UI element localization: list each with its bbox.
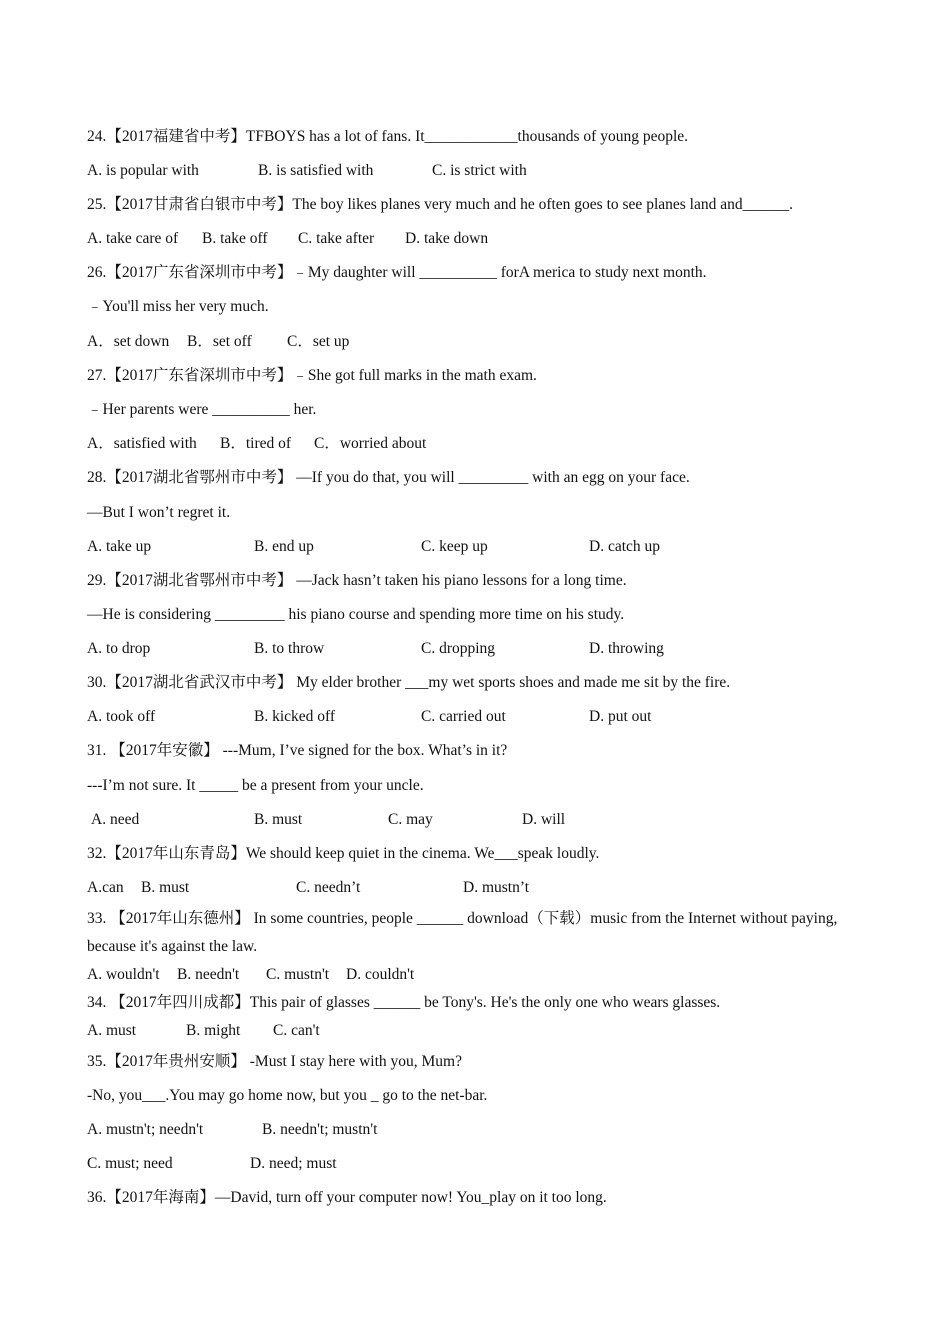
question-29-option-c: C. dropping (421, 640, 496, 657)
question-35-option-d: D. need; must (250, 1155, 337, 1172)
question-29-option-d: D. throwing (589, 640, 664, 657)
question-32-stem: 32.【2017年山东青岛】We should keep quiet in the cinema. We___speak loudly. (87, 845, 600, 862)
question-24-option-c: C. is strict with (432, 162, 527, 179)
question-25-option-d: D. take down (405, 230, 489, 247)
question-30-option-b: B. kicked off (254, 708, 336, 725)
question-33-stem: 33. 【2017年山东德州】 In some countries, people ______ download（下载）music from the Internet without paying, because it's against the law. (87, 910, 838, 955)
question-31-option-c: C. may (388, 811, 433, 828)
question-24-stem: 24.【2017福建省中考】TFBOYS has a lot of fans. It____________thousands of young people. (87, 128, 689, 145)
question-27-stem: 27.【2017广东省深圳市中考】﹣She got full marks in the math exam. (87, 367, 537, 384)
question-29-option-b: B. to throw (254, 640, 325, 657)
question-25-option-b: B. take off (202, 230, 268, 247)
question-33-option-a: A. wouldn't (87, 966, 160, 983)
question-26-option-a: A．set down (87, 333, 170, 350)
question-26-stem: 26.【2017广东省深圳市中考】﹣My daughter will __________ forA merica to study next month. (87, 264, 707, 281)
question-32-option-d: D. mustn’t (463, 879, 530, 896)
question-35-stem: 35.【2017年贵州安顺】 -Must I stay here with you, Mum? (87, 1053, 462, 1070)
question-33-option-c: C. mustn't (266, 966, 330, 983)
question-32-option-a: A.can (87, 879, 124, 896)
question-30-option-d: D. put out (589, 708, 652, 725)
question-33-option-b: B. needn't (177, 966, 240, 983)
question-28-option-c: C. keep up (421, 538, 488, 555)
question-35-option-a: A. mustn't; needn't (87, 1121, 204, 1138)
question-31-option-a: A. need (91, 811, 140, 828)
question-34-option-b: B. might (186, 1022, 241, 1039)
question-26-line2: ﹣You'll miss her very much. (87, 298, 269, 315)
question-35-line2: -No, you___.You may go home now, but you _ go to the net-bar. (87, 1087, 488, 1104)
question-30-option-a: A. took off (87, 708, 156, 725)
question-28-option-b: B. end up (254, 538, 314, 555)
question-24-option-b: B. is satisfied with (258, 162, 374, 179)
question-27-option-b: B．tired of (220, 435, 292, 452)
question-25-option-a: A. take care of (87, 230, 179, 247)
question-34-option-a: A. must (87, 1022, 137, 1039)
question-29-line2: —He is considering _________ his piano course and spending more time on his study. (87, 606, 625, 623)
question-30-stem: 30.【2017湖北省武汉市中考】 My elder brother ___my wet sports shoes and made me sit by the fire. (87, 674, 731, 691)
question-31-line2: ---I’m not sure. It _____ be a present from your uncle. (87, 777, 424, 794)
question-35-option-b: B. needn't; mustn't (262, 1121, 378, 1138)
question-27-line2: ﹣Her parents were __________ her. (87, 401, 317, 418)
question-28-option-d: D. catch up (589, 538, 661, 555)
question-25-stem: 25.【2017甘肃省白银市中考】The boy likes planes very much and he often goes to see planes land and______. (87, 196, 793, 213)
question-24-option-a: A. is popular with (87, 162, 199, 179)
question-35-option-c: C. must; need (87, 1155, 173, 1172)
question-26-option-c: C．set up (287, 333, 350, 350)
question-28-stem: 28.【2017湖北省鄂州市中考】 —If you do that, you will _________ with an egg on your face. (87, 469, 690, 486)
question-30-option-c: C. carried out (421, 708, 506, 725)
question-33-option-d: D. couldn't (346, 966, 415, 983)
question-28-line2: —But I won’t regret it. (87, 504, 231, 521)
question-31-stem: 31. 【2017年安徽】 ---Mum, I’ve signed for the box. What’s in it? (87, 742, 508, 759)
question-25-option-c: C. take after (298, 230, 375, 247)
question-32-option-c: C. needn’t (296, 879, 361, 896)
question-27-option-a: A．satisfied with (87, 435, 197, 452)
question-31-option-d: D. will (522, 811, 566, 828)
question-29-stem: 29.【2017湖北省鄂州市中考】 —Jack hasn’t taken his piano lessons for a long time. (87, 572, 627, 589)
question-34-option-c: C. can't (273, 1022, 320, 1039)
question-28-option-a: A. take up (87, 538, 152, 555)
question-32-option-b: B. must (141, 879, 190, 896)
question-29-option-a: A. to drop (87, 640, 151, 657)
question-31-option-b: B. must (254, 811, 303, 828)
question-26-option-b: B．set off (187, 333, 252, 350)
question-27-option-c: C．worried about (314, 435, 427, 452)
question-36-stem: 36.【2017年海南】—David, turn off your computer now! You_play on it too long. (87, 1189, 607, 1206)
question-34-stem: 34. 【2017年四川成都】This pair of glasses ______ be Tony's. He's the only one who wears glasses. (87, 994, 721, 1011)
